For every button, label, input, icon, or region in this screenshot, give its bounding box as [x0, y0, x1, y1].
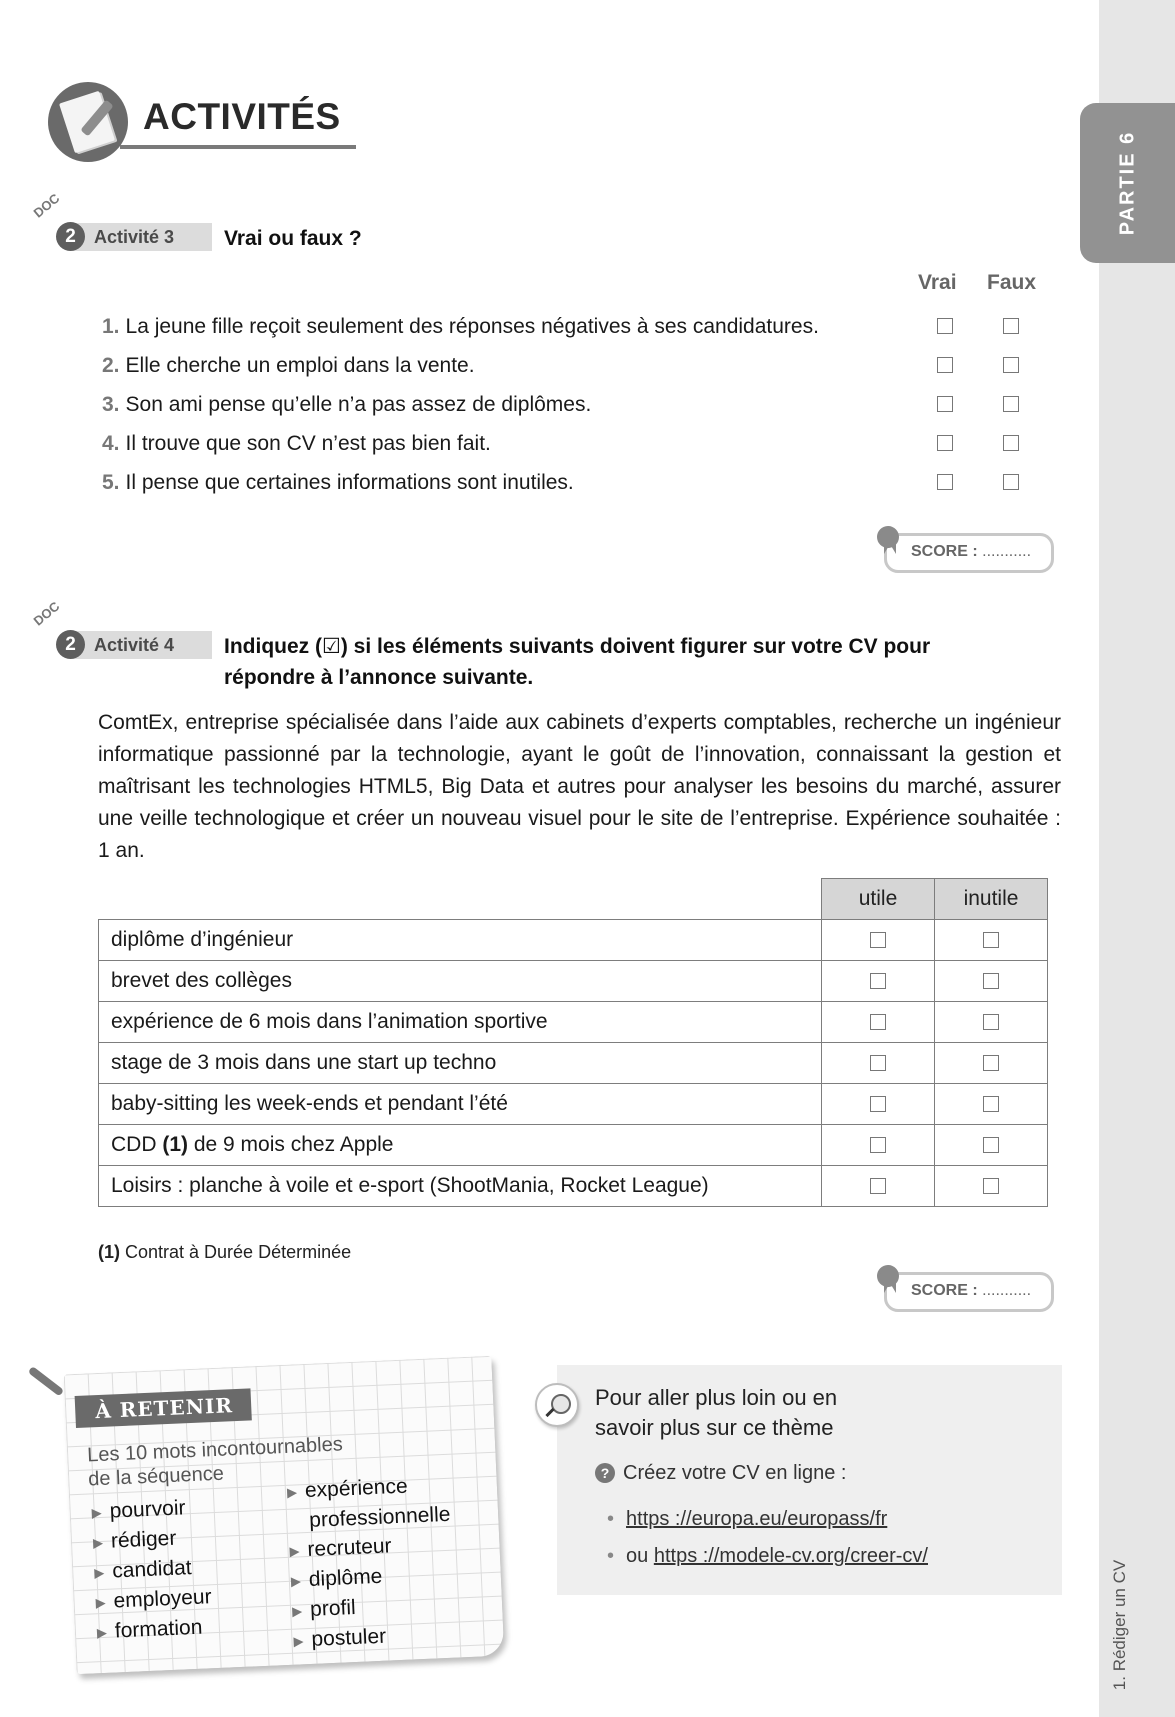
key-word: ▶ recruteur — [289, 1534, 392, 1561]
part-tab — [1080, 103, 1175, 263]
question-row — [102, 351, 475, 381]
doc-number-badge: 2 — [56, 630, 85, 659]
useless-checkbox[interactable] — [983, 1014, 999, 1030]
key-word: ▶ formation — [96, 1615, 203, 1643]
activities-logo-icon — [48, 82, 128, 162]
key-word: ▶ rédiger — [92, 1526, 177, 1553]
chapter-footer — [1100, 1550, 1140, 1700]
question-row — [102, 429, 491, 459]
triangle-bullet-icon: ▶ — [286, 1484, 298, 1500]
activity4-title-line2: répondre à l’annonce suivante. — [224, 666, 534, 689]
question-number: 5. — [102, 471, 120, 494]
cv-item: Loisirs : planche à voile et e-sport (ShootMania, Rocket League) — [99, 1166, 822, 1207]
europass-link[interactable]: https ://europa.eu/europass/fr — [626, 1508, 888, 1530]
cv-item: brevet des collèges — [99, 961, 822, 1002]
triangle-bullet-icon: ▶ — [290, 1573, 302, 1589]
score-value: ........... — [982, 1282, 1032, 1299]
question-number: 4. — [102, 432, 120, 455]
table-row — [99, 1002, 1048, 1043]
activity4-header — [30, 598, 1066, 689]
footnote-marker: (1) — [98, 1242, 120, 1262]
activity3-title: Vrai ou faux ? — [224, 227, 362, 250]
triangle-bullet-icon: ▶ — [96, 1624, 108, 1641]
doc-number-badge: 2 — [56, 222, 85, 251]
key-word: ▶ candidat — [94, 1555, 193, 1583]
useful-checkbox[interactable] — [870, 1014, 886, 1030]
question-text: Il trouve que son CV n’est pas bien fait. — [125, 432, 491, 455]
activity4-title-line1: Indiquez (☑) si les éléments suivants doivent figurer sur votre CV pour — [224, 635, 931, 658]
cv-item: baby-sitting les week-ends et pendant l’été — [99, 1084, 822, 1125]
score-label: SCORE : — [911, 1282, 978, 1299]
modele-cv-link[interactable]: https ://modele-cv.org/creer-cv/ — [653, 1545, 928, 1567]
activity3-label: Activité 3 — [70, 223, 212, 251]
table-row — [99, 1043, 1048, 1084]
cv-item: expérience de 6 mois dans l’animation sportive — [99, 1002, 822, 1043]
key-words-card — [64, 1356, 505, 1674]
activity4-score-box[interactable] — [884, 1272, 1054, 1312]
useful-checkbox[interactable] — [870, 973, 886, 989]
part-tab-label: PARTIE 6 — [1116, 130, 1138, 236]
further-reading-prompt: ? Créez votre CV en ligne : — [595, 1462, 846, 1485]
cv-item: stage de 3 mois dans une start up techno — [99, 1043, 822, 1084]
cv-item: CDD (1) de 9 mois chez Apple — [99, 1125, 822, 1166]
footnote — [98, 1242, 351, 1263]
title-underline — [120, 145, 356, 149]
doc-label: DOC — [30, 598, 63, 629]
question-row — [102, 468, 574, 498]
key-word: ▶ postuler — [293, 1624, 387, 1651]
useless-checkbox[interactable] — [983, 973, 999, 989]
q2-false-checkbox[interactable] — [1003, 357, 1019, 373]
col-false-header: Faux — [987, 271, 1037, 294]
col-useful-header: utile — [822, 879, 935, 920]
key-word: ▶ pourvoir — [91, 1496, 186, 1523]
triangle-bullet-icon: ▶ — [291, 1603, 303, 1619]
useful-checkbox[interactable] — [870, 1055, 886, 1071]
useless-checkbox[interactable] — [983, 1137, 999, 1153]
question-text: Elle cherche un emploi dans la vente. — [125, 354, 475, 377]
q4-false-checkbox[interactable] — [1003, 435, 1019, 451]
score-label: SCORE : — [911, 543, 978, 560]
link-item: • https ://europa.eu/europass/fr — [607, 1508, 888, 1530]
question-number: 2. — [102, 354, 120, 377]
further-reading-title: Pour aller plus loin ou en savoir plus sur ce thème — [595, 1385, 838, 1440]
magnifier-icon — [535, 1383, 579, 1427]
score-value: ........... — [982, 543, 1032, 560]
useful-checkbox[interactable] — [870, 1096, 886, 1112]
table-header-row — [99, 879, 1048, 920]
triangle-bullet-icon: ▶ — [293, 1633, 304, 1649]
award-ribbon-icon — [877, 526, 899, 548]
q3-false-checkbox[interactable] — [1003, 396, 1019, 412]
pushpin-icon — [28, 1366, 65, 1397]
triangle-bullet-icon: ▶ — [94, 1564, 105, 1581]
key-word: ▶ expérience — [286, 1474, 409, 1503]
table-row — [99, 1125, 1048, 1166]
question-text: Son ami pense qu’elle n’a pas assez de diplômes. — [125, 393, 592, 416]
key-word: ▶ profil — [291, 1595, 357, 1621]
question-number: 3. — [102, 393, 120, 416]
useful-checkbox[interactable] — [870, 1178, 886, 1194]
cv-item: diplôme d’ingénieur — [99, 920, 822, 961]
key-words-col2: ▶ expérience professionnelle ▶ recruteur ▶ diplôme ▶ profil ▶ postuler — [286, 1470, 456, 1656]
table-row — [99, 961, 1048, 1002]
table-row — [99, 920, 1048, 961]
triangle-bullet-icon: ▶ — [92, 1534, 104, 1551]
q2-true-checkbox[interactable] — [937, 357, 953, 373]
key-words-col1 — [91, 1492, 213, 1647]
further-reading-box — [557, 1365, 1062, 1595]
link-item: • ou https ://modele-cv.org/creer-cv/ — [607, 1545, 928, 1567]
q1-false-checkbox[interactable] — [1003, 318, 1019, 334]
triangle-bullet-icon: ▶ — [91, 1504, 103, 1521]
doc-label: DOC — [30, 190, 63, 221]
useful-checkbox[interactable] — [870, 932, 886, 948]
activity3-score-box[interactable] — [884, 533, 1054, 573]
question-text: La jeune fille reçoit seulement des réponses négatives à ses candidatures. — [125, 315, 819, 338]
question-number: 1. — [102, 315, 120, 338]
col-true-header: Vrai — [918, 271, 957, 294]
job-ad-text: ComtEx, entreprise spécialisée dans l’aide aux cabinets d’experts comptables, recherche un ingénieur informatique passionné par la technologie, ayant le goût de l’innovation, connaissant la gestion et maîtrisant les technologies HTML5, Big Data et autres pour analyser les besoins du marché, assurer une veille technologique et créer un nouveau visuel pour le site de l’entreprise. Expérience souhaitée : 1 an. — [98, 711, 1061, 862]
key-word: ▶ employeur — [95, 1585, 213, 1613]
question-row — [102, 390, 591, 420]
chapter-footer-label: 1. Rédiger un CV — [1110, 1559, 1129, 1691]
table-row — [99, 1166, 1048, 1207]
useless-checkbox[interactable] — [983, 1178, 999, 1194]
useless-checkbox[interactable] — [983, 1055, 999, 1071]
q4-true-checkbox[interactable] — [937, 435, 953, 451]
useless-checkbox[interactable] — [983, 1096, 999, 1112]
page-title: ACTIVITÉS — [143, 96, 341, 137]
footnote-ref: (1) — [162, 1133, 189, 1156]
cv-elements-table — [98, 878, 1048, 1207]
award-ribbon-icon — [877, 1265, 899, 1287]
triangle-bullet-icon: ▶ — [95, 1594, 106, 1611]
question-mark-icon: ? — [595, 1463, 615, 1483]
key-words-tag: À RETENIR — [75, 1388, 252, 1428]
key-word: ▶ diplôme — [290, 1564, 383, 1591]
question-text: Il pense que certaines informations sont inutiles. — [125, 471, 574, 494]
q5-false-checkbox[interactable] — [1003, 474, 1019, 490]
activity4-label: Activité 4 — [70, 631, 212, 659]
key-words-subtitle: Les 10 mots incontournables de la séquence — [86, 1433, 344, 1491]
triangle-bullet-icon: ▶ — [289, 1543, 300, 1559]
useless-checkbox[interactable] — [983, 932, 999, 948]
table-row — [99, 1084, 1048, 1125]
footnote-text: Contrat à Durée Déterminée — [120, 1242, 352, 1262]
q1-true-checkbox[interactable] — [937, 318, 953, 334]
q5-true-checkbox[interactable] — [937, 474, 953, 490]
col-useless-header: inutile — [935, 879, 1048, 920]
useful-checkbox[interactable] — [870, 1137, 886, 1153]
question-row — [102, 312, 819, 342]
q3-true-checkbox[interactable] — [937, 396, 953, 412]
activity3-header — [30, 190, 656, 252]
